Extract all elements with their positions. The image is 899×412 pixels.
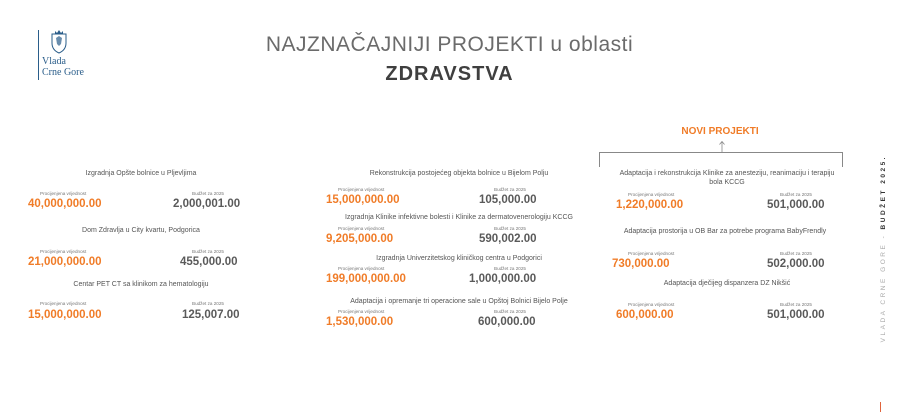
project-title: Izgradnja Opšte bolnice u Pljevljima (85, 170, 197, 177)
estimate-label: Procijenjena vrijednost (40, 301, 87, 306)
budget-value: 502,000.00 (767, 258, 825, 270)
estimate-value: 600,000.00 (616, 309, 674, 321)
project-title: Centar PET CT sa klinikom za hematologiju (73, 281, 209, 288)
estimate-label: Procijenjena vrijednost (40, 191, 87, 196)
budget-label: Budžet za 2025 (192, 191, 224, 196)
project-item (28, 168, 254, 216)
page-subtitle: ZDRAVSTVA (385, 63, 514, 85)
project-item (612, 227, 838, 275)
estimate-label: Procijenjena vrijednost (338, 226, 385, 231)
estimate-label: Procijenjena vrijednost (338, 309, 385, 314)
estimate-label: Procijenjena vrijednost (338, 187, 385, 192)
project-item (326, 253, 592, 295)
logo-text: Vlada Crne Gore (42, 56, 84, 78)
estimate-label: Procijenjena vrijednost (628, 192, 675, 197)
budget-value: 105,000.00 (479, 194, 537, 206)
project-title: Rekonstrukcija postojećeg objekta bolnice u Bijelom Polju (369, 170, 549, 177)
budget-value: 590,002.00 (479, 233, 537, 245)
project-title: Adaptacija prostorija u OB Bar za potrebe programa BabyFrendly (623, 228, 827, 235)
estimate-label: Procijenjena vrijednost (628, 302, 675, 307)
project-title: Izgradnja Klinike infektivne bolesti i Klinike za dermatovenerologiju KCCG (344, 214, 573, 221)
project-item (614, 279, 840, 327)
estimate-value: 40,000,000.00 (28, 198, 102, 210)
budget-value: 600,000.00 (478, 316, 536, 328)
estimate-value: 15,000,000.00 (28, 309, 102, 321)
arrow-up-icon (719, 141, 725, 152)
budget-label: Budžet za 2025 (192, 249, 224, 254)
budget-label: Budžet za 2025 (192, 301, 224, 306)
project-title: Adaptacija i rekonstrukcija Klinike za anesteziju, reanimaciju i terapiju bola KCCG (619, 170, 835, 186)
budget-value: 2,000,001.00 (173, 198, 241, 210)
estimate-label: Procijenjena vrijednost (628, 251, 675, 256)
estimate-value: 1,220,000.00 (616, 199, 684, 211)
project-title: Adaptacija dječijeg dispanzera DZ Nikšić (663, 280, 791, 287)
estimate-label: Procijenjena vrijednost (338, 266, 385, 271)
project-item (28, 226, 254, 274)
estimate-value: 9,205,000.00 (326, 233, 394, 245)
side-caption (880, 155, 887, 342)
side-caption-light: VLADA CRNE GORE - (880, 229, 887, 343)
accent-mark (880, 402, 881, 412)
budget-value: 1,000,000.00 (469, 273, 537, 285)
budget-value: 501,000.00 (767, 309, 825, 321)
project-title: Izgradnja Univerzitetskog kliničkog centra u Podgorici (376, 255, 542, 262)
estimate-value: 199,000,000.00 (326, 273, 406, 285)
project-item (28, 280, 254, 328)
budget-value: 125,007.00 (182, 309, 240, 321)
project-title: Dom Zdravlja u City kvartu, Podgorica (82, 227, 200, 234)
project-item (614, 169, 840, 217)
new-projects-bracket (599, 152, 843, 167)
budget-label: Budžet za 2025 (494, 309, 526, 314)
estimate-value: 730,000.00 (612, 258, 670, 270)
budget-label: Budžet za 2025 (494, 187, 526, 192)
side-caption-bold: BUDŽET 2025. (880, 155, 887, 230)
project-title: Adaptacija i opremanje tri operacione sale u Opštoj Bolnici Bijelo Polje (350, 298, 568, 305)
budget-label: Budžet za 2025 (494, 266, 526, 271)
estimate-value: 21,000,000.00 (28, 256, 102, 268)
estimate-label: Procijenjena vrijednost (40, 249, 87, 254)
budget-label: Budžet za 2025 (780, 302, 812, 307)
budget-label: Budžet za 2025 (494, 226, 526, 231)
page-title: NAJZNAČAJNIJI PROJEKTI u oblasti (265, 33, 634, 56)
estimate-value: 15,000,000.00 (326, 194, 400, 206)
project-item (326, 168, 592, 210)
budget-label: Budžet za 2025 (780, 192, 812, 197)
budget-value: 501,000.00 (767, 199, 825, 211)
estimate-value: 1,530,000.00 (326, 316, 394, 328)
project-item (326, 212, 592, 254)
budget-value: 455,000.00 (180, 256, 238, 268)
new-projects-label: NOVI PROJEKTI (681, 126, 759, 137)
project-item (326, 296, 592, 338)
budget-label: Budžet za 2025 (780, 251, 812, 256)
